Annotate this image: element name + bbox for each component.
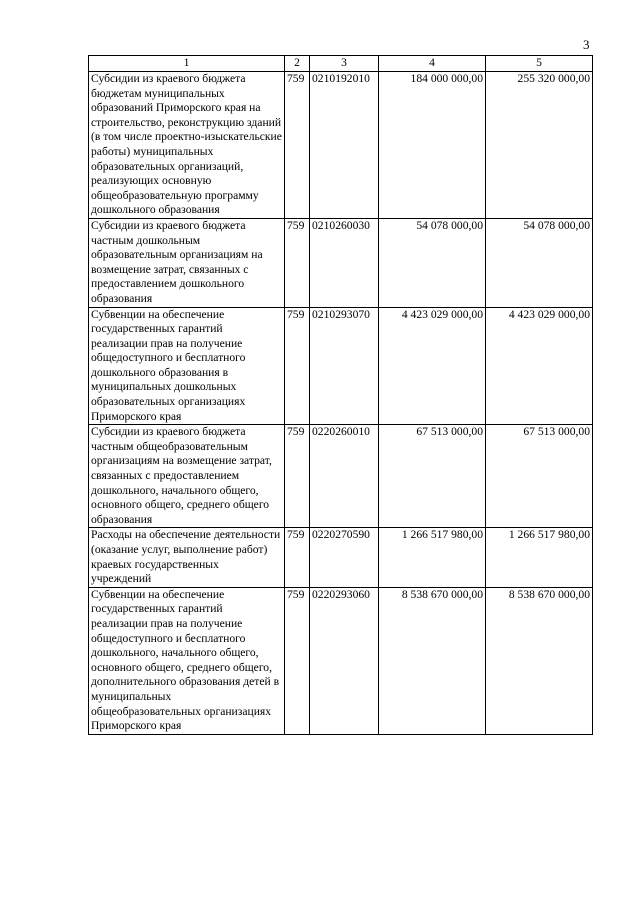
row-name: Субсидии из краевого бюджета бюджетам муниципальных образований Приморского края на строительство, реконструкцию зданий (в том числе проектно-изыскательские работы) муниципальных образовательных организаций, реализующих основную общеобразовательную программу дошкольного образования — [89, 72, 285, 219]
page-number: 3 — [583, 37, 590, 52]
row-col5: 54 078 000,00 — [486, 218, 593, 307]
row-name: Субсидии из краевого бюджета частным дошкольным образовательным организациям на возмещение затрат, связанных с предоставлением дошкольного образования — [89, 218, 285, 307]
row-col2: 759 — [285, 307, 310, 425]
header-col-1: 1 — [89, 56, 285, 72]
row-col2: 759 — [285, 587, 310, 734]
row-col5: 255 320 000,00 — [486, 72, 593, 219]
row-col5: 8 538 670 000,00 — [486, 587, 593, 734]
row-col2: 759 — [285, 528, 310, 587]
header-col-5: 5 — [486, 56, 593, 72]
table-row — [89, 587, 593, 734]
row-col4: 54 078 000,00 — [379, 218, 486, 307]
row-col5: 67 513 000,00 — [486, 425, 593, 528]
row-col4: 1 266 517 980,00 — [379, 528, 486, 587]
row-col2: 759 — [285, 72, 310, 219]
row-col4: 184 000 000,00 — [379, 72, 486, 219]
row-col3: 0220270590 — [310, 528, 379, 587]
row-name: Расходы на обеспечение деятельности (оказание услуг, выполнение работ) краевых государственных учреждений — [89, 528, 285, 587]
table-row — [89, 307, 593, 425]
row-name: Субвенции на обеспечение государственных гарантий реализации прав на получение общедоступного и бесплатного дошкольного, начального общего, основного общего, среднего общего, дополнительного образования детей в муниципальных общеобразовательных организациях Приморского края — [89, 587, 285, 734]
row-col4: 67 513 000,00 — [379, 425, 486, 528]
table-row — [89, 528, 593, 587]
header-col-3: 3 — [310, 56, 379, 72]
row-col3: 0210260030 — [310, 218, 379, 307]
budget-table — [88, 55, 593, 735]
row-col4: 4 423 029 000,00 — [379, 307, 486, 425]
row-col5: 4 423 029 000,00 — [486, 307, 593, 425]
header-row — [89, 56, 593, 72]
row-name: Субсидии из краевого бюджета частным общеобразовательным организациям на возмещение затрат, связанных с предоставлением дошкольного, начального общего, основного общего, среднего общего образования — [89, 425, 285, 528]
header-col-2: 2 — [285, 56, 310, 72]
table-row — [89, 72, 593, 219]
row-col3: 0210192010 — [310, 72, 379, 219]
row-col2: 759 — [285, 218, 310, 307]
header-col-4: 4 — [379, 56, 486, 72]
row-name: Субвенции на обеспечение государственных гарантий реализации прав на получение общедоступного и бесплатного дошкольного образования в муниципальных дошкольных образовательных организациях Приморского края — [89, 307, 285, 425]
row-col3: 0210293070 — [310, 307, 379, 425]
row-col5: 1 266 517 980,00 — [486, 528, 593, 587]
table-row — [89, 425, 593, 528]
table-row — [89, 218, 593, 307]
row-col3: 0220293060 — [310, 587, 379, 734]
row-col2: 759 — [285, 425, 310, 528]
row-col3: 0220260010 — [310, 425, 379, 528]
row-col4: 8 538 670 000,00 — [379, 587, 486, 734]
